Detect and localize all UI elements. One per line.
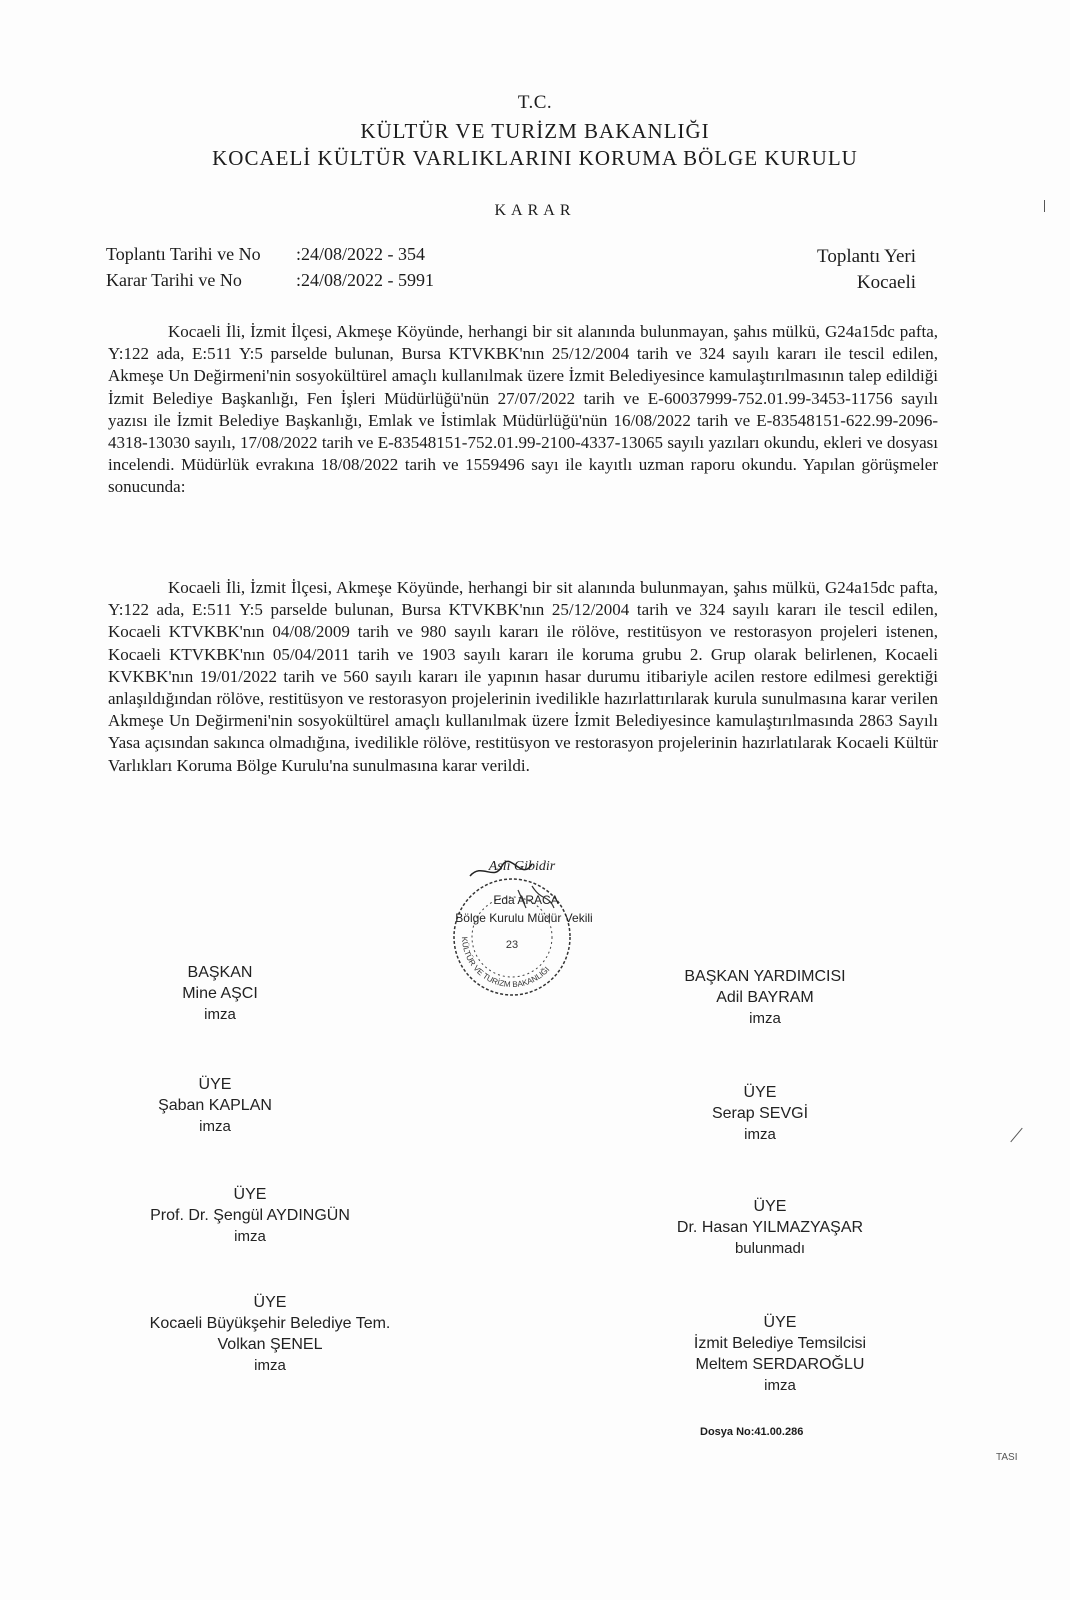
seal-ring-text: KÜLTÜR VE TURİZM BAKANLIĞI: [459, 936, 552, 990]
signature-block-chair: [150, 962, 290, 1025]
signature-status: imza: [764, 1377, 796, 1394]
file-number: Dosya No:41.00.286: [700, 1426, 804, 1438]
signature-role: ÜYE: [198, 1076, 232, 1093]
signature-block-vice-chair: [650, 966, 880, 1029]
stamp-line-name: Eda ARACA: [493, 893, 559, 907]
signature-block-member-kaplan: [130, 1074, 300, 1137]
signature-affiliation: İzmit Belediye Temsilcisi: [693, 1335, 867, 1352]
signature-role: ÜYE: [743, 1084, 777, 1101]
place-value: Kocaeli: [856, 272, 916, 293]
signature-name: Şaban KAPLAN: [158, 1097, 272, 1114]
signature-block-member-yilmazyasar: [640, 1196, 900, 1259]
scan-mark: [1044, 200, 1045, 212]
signature-name: Meltem SERDAROĞLU: [695, 1356, 865, 1373]
decision-label: Karar Tarihi ve No: [106, 270, 242, 290]
body-paragraph-2: Kocaeli İli, İzmit İlçesi, Akmeşe Köyünde, herhangi bir sit alanında bulunmayan, şahıs mülkü, G24a15dc pafta, Y:122 ada, E:511 Y:5 parselde bulunan, Bursa KTVKBK'nın 25/12/2004 tarih ve 324 sayılı kararı ile tescil edilen, Kocaeli KTVKBK'nın 04/08/2009 tarih ve 980 sayılı kararı ile rölöve, restitüsyon ve restorasyon projeleri istenen, Kocaeli KTVKBK'nın 05/04/2011 tarih ve 1903 sayılı kararı ile koruma grubu 2. Grup olarak belirlenen, Kocaeli KVKBK'nın 19/01/2022 tarih ve 560 sayılı kararı ile yapının hasar durumu itibariyle acilen restore edilmesi gerektiği anlaşıldığından rölöve, restitüsyon ve restorasyon projelerinin ivedilikle hazırlattırılarak kurula sunulmasına karar verilen Akmeşe Un Değirmeni'nin sosyokültürel amaçlı kullanılmak üzere İzmit Belediyesince kamulaştırılmasında 2863 Sayılı Yasa açısından sakınca olmadığına, ivedilikle rölöve, restitüsyon ve restorasyon projelerinin hazırlatılarak Kocaeli Kültür Varlıkları Koruma Bölge Kurulu'na sunulmasına karar verildi.: [108, 578, 938, 775]
signature-role: ÜYE: [763, 1314, 797, 1331]
signature-name: Serap SEVGİ: [711, 1105, 809, 1122]
stamp-line-certified: Aslı Gibidir: [488, 859, 556, 874]
signature-status: imza: [234, 1228, 266, 1245]
signature-name: Dr. Hasan YILMAZYAŞAR: [676, 1219, 864, 1236]
decision-date-row: [106, 270, 434, 291]
seal-inner-ring: [472, 897, 552, 977]
signature-status: imza: [204, 1006, 236, 1023]
meeting-value: :24/08/2022 - 354: [296, 244, 425, 264]
signature-role: ÜYE: [253, 1294, 287, 1311]
signature-block-member-serdaroglu: [660, 1312, 900, 1396]
seal-number: 23: [505, 939, 519, 951]
signature-status: imza: [199, 1118, 231, 1135]
meeting-label: Toplantı Tarihi ve No: [106, 244, 261, 264]
scan-mark: [1010, 1128, 1022, 1142]
signature-block-member-aydingun: [120, 1184, 380, 1247]
header-ministry: KÜLTÜR VE TURİZM BAKANLIĞI: [360, 119, 710, 143]
decision-value: :24/08/2022 - 5991: [296, 270, 434, 290]
signature-block-member-sevgi: [680, 1082, 840, 1145]
signature-role: BAŞKAN YARDIMCISI: [684, 968, 846, 985]
header-board: KOCAELİ KÜLTÜR VARLIKLARINI KORUMA BÖLGE KURULU: [212, 146, 858, 170]
signature-name: Adil BAYRAM: [716, 989, 814, 1006]
meeting-date-row: [106, 244, 425, 265]
signature-block-member-senel: [120, 1292, 420, 1376]
header-tc: T.C.: [517, 92, 553, 113]
signature-name: Volkan ŞENEL: [217, 1336, 323, 1353]
signature-affiliation: Kocaeli Büyükşehir Belediye Tem.: [149, 1315, 391, 1332]
certified-copy-stamp: [422, 842, 602, 1012]
signature-status: bulunmadı: [734, 1240, 806, 1257]
edge-text: TASI: [996, 1452, 1018, 1463]
signature-role: ÜYE: [753, 1198, 787, 1215]
signature-status: imza: [254, 1357, 286, 1374]
body-paragraph-1: Kocaeli İli, İzmit İlçesi, Akmeşe Köyünde, herhangi bir sit alanında bulunmayan, şahıs mülkü, G24a15dc pafta, Y:122 ada, E:511 Y:5 parselde bulunan, Bursa KTVKBK'nın 25/12/2004 tarih ve 324 sayılı kararı ile tescil edilen, Akmeşe Un Değirmeni'nin sosyokültürel amaçlı kullanılmak üzere İzmit Belediyesince kamulaştırılmasının talep edildiği İzmit Belediye Başkanlığı, Fen İşleri Müdürlüğü'nün 27/07/2022 tarih ve E-60037999-752.01.99-3453-11756 sayılı yazısı ile İzmit Belediye Başkanlığı, Emlak ve İstimlak Müdürlüğü'nün 16/08/2022 tarih ve E-83548151-622.99-2096-4318-13030 sayılı, 17/08/2022 tarih ve E-83548151-752.01.99-2100-4337-13065 sayılı yazıları okundu, ekleri ve dosyası incelendi. Müdürlük evrakına 18/08/2022 tarih ve 1559496 sayı ile kayıtlı uzman raporu okundu. Yapılan görüşmeler sonucunda:: [108, 322, 938, 497]
stamp-line-title: Bölge Kurulu Müdür Vekili: [455, 911, 593, 925]
signature-role: BAŞKAN: [187, 964, 253, 981]
document-type: KARAR: [494, 202, 576, 219]
signature-status: imza: [749, 1010, 781, 1027]
signature-name: Mine AŞCI: [182, 985, 258, 1002]
signature-status: imza: [744, 1126, 776, 1143]
place-label: Toplantı Yeri: [817, 246, 916, 267]
signature-name: Prof. Dr. Şengül AYDINGÜN: [150, 1207, 350, 1224]
signature-role: ÜYE: [233, 1186, 267, 1203]
